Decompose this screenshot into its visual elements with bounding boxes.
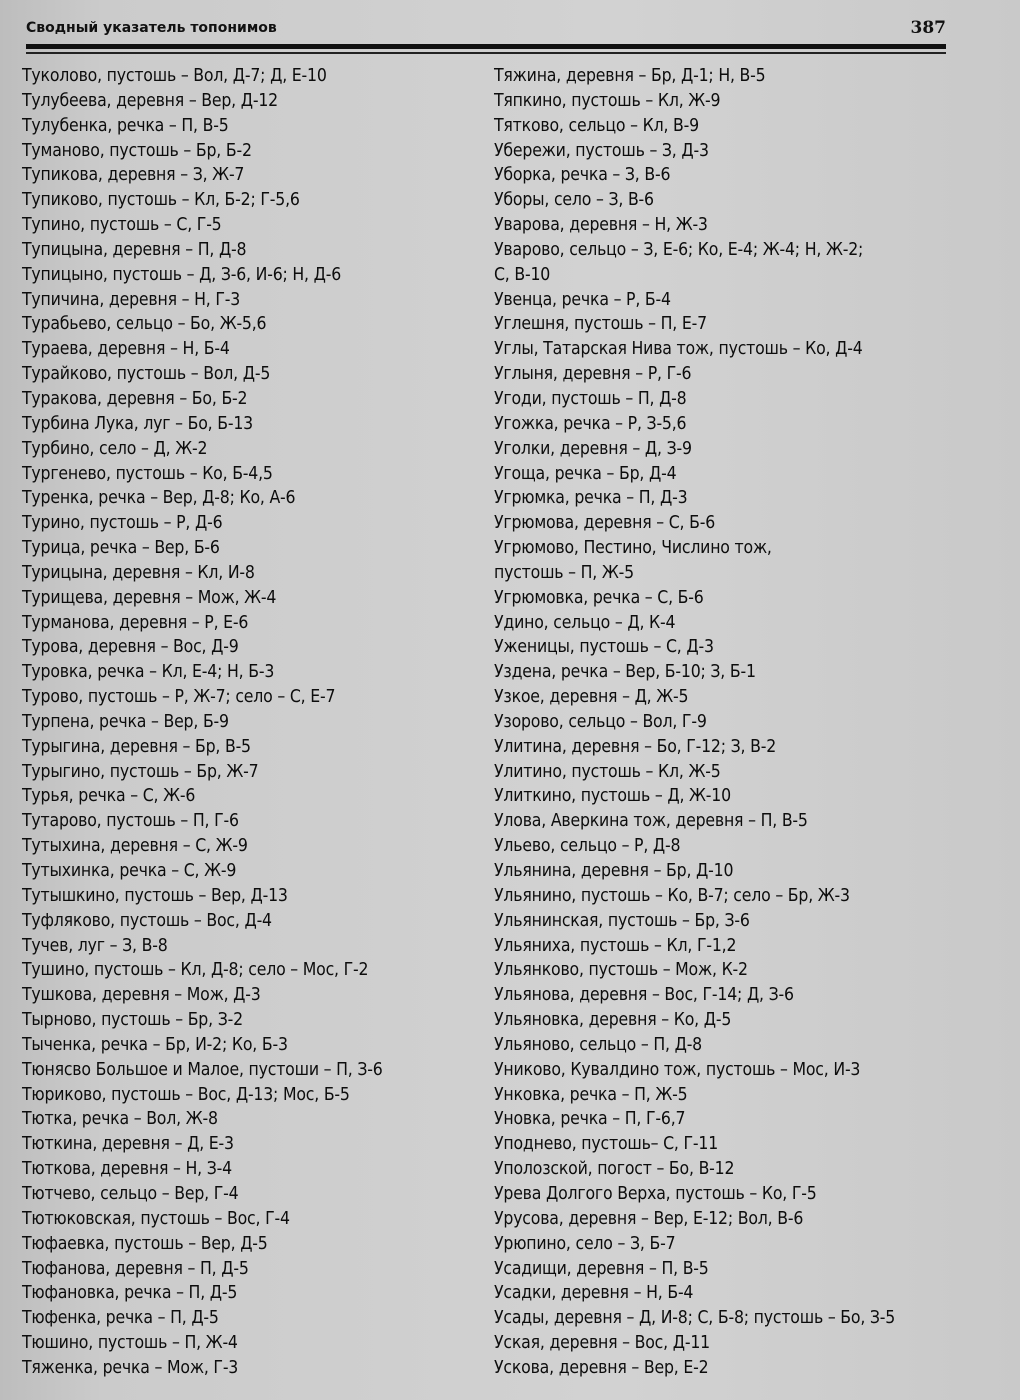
index-entry: Тупицыно, пустошь – Д, З-6, И-6; Н, Д-6 bbox=[22, 264, 342, 285]
index-entry: Турыгино, пустошь – Бр, Ж-7 bbox=[22, 761, 259, 782]
index-entry: Тутарово, пустошь – П, Г-6 bbox=[22, 811, 239, 832]
index-entry: Уварова, деревня – Н, Ж-3 bbox=[494, 215, 708, 236]
running-header bbox=[26, 18, 946, 44]
index-entry: Узкое, деревня – Д, Ж-5 bbox=[494, 687, 689, 708]
index-entry: Тятково, сельцо – Кл, В-9 bbox=[494, 115, 699, 136]
index-entry: Турицына, деревня – Кл, И-8 bbox=[22, 562, 255, 583]
index-entry: Углыня, деревня – Р, Г-6 bbox=[494, 364, 692, 385]
index-entry: Тушино, пустошь – Кл, Д-8; село – Мос, Г-2 bbox=[22, 960, 369, 981]
index-entry: Ульяниха, пустошь – Кл, Г-1,2 bbox=[494, 935, 737, 956]
header-rule-thin bbox=[26, 52, 946, 54]
index-entry: Угрюмовка, речка – С, Б-6 bbox=[494, 587, 704, 608]
index-entry: Турица, речка – Вер, Б-6 bbox=[22, 538, 220, 559]
index-entry: пустошь – П, Ж-5 bbox=[494, 562, 634, 583]
index-entry: Тулубенка, речка – П, В-5 bbox=[22, 115, 229, 136]
index-entry: Тураева, деревня – Н, Б-4 bbox=[22, 339, 230, 360]
index-entry: Улова, Аверкина тож, деревня – П, В-5 bbox=[494, 811, 808, 832]
index-entry: Улиткино, пустошь – Д, Ж-10 bbox=[494, 786, 731, 807]
index-entry: Унковка, речка – П, Ж-5 bbox=[494, 1084, 688, 1105]
index-entry: Улитина, деревня – Бо, Г-12; З, В-2 bbox=[494, 736, 777, 757]
index-entry: Угоди, пустошь – П, Д-8 bbox=[494, 388, 687, 409]
index-entry: Тургенево, пустошь – Ко, Б-4,5 bbox=[22, 463, 273, 484]
index-entry: Тутыхина, деревня – С, Ж-9 bbox=[22, 836, 248, 857]
index-entry: Туренка, речка – Вер, Д-8; Ко, А-6 bbox=[22, 488, 296, 509]
index-entry: Туколово, пустошь – Вол, Д-7; Д, Е-10 bbox=[22, 66, 327, 86]
index-entry: Ульянова, деревня – Вос, Г-14; Д, З-6 bbox=[494, 985, 794, 1006]
index-entry: Тушкова, деревня – Мож, Д-3 bbox=[22, 985, 261, 1006]
index-entry: Тупиково, пустошь – Кл, Б-2; Г-5,6 bbox=[22, 190, 300, 211]
index-entry: Ускова, деревня – Вер, Е-2 bbox=[494, 1357, 709, 1378]
index-entry: Тупичина, деревня – Н, Г-3 bbox=[22, 289, 241, 310]
index-entry: Ульево, сельцо – Р, Д-8 bbox=[494, 836, 681, 857]
index-column-right bbox=[494, 64, 954, 1381]
index-entry: Турья, речка – С, Ж-6 bbox=[22, 786, 196, 807]
index-column-left bbox=[22, 64, 482, 1381]
index-entry: Тютка, речка – Вол, Ж-8 bbox=[22, 1109, 218, 1130]
index-entry: Турово, пустошь – Р, Ж-7; село – С, Е-7 bbox=[22, 687, 336, 708]
index-entry: Тыченка, речка – Бр, И-2; Ко, Б-3 bbox=[22, 1034, 288, 1055]
index-entry: Угоща, речка – Бр, Д-4 bbox=[494, 463, 677, 484]
index-entry: Ульянина, деревня – Бр, Д-10 bbox=[494, 861, 734, 881]
index-entry: Уварово, сельцо – З, Е-6; Ко, Е-4; Ж-4; Н, Ж-2; bbox=[494, 239, 864, 260]
index-entry: Туфляково, пустошь – Вос, Д-4 bbox=[22, 910, 272, 931]
index-entry: Туровка, речка – Кл, Е-4; Н, Б-3 bbox=[22, 662, 275, 683]
index-entry: Уборы, село – З, В-6 bbox=[494, 190, 654, 211]
index-entry: Тютчево, сельцо – Вер, Г-4 bbox=[22, 1183, 239, 1204]
index-entry: Тупицына, деревня – П, Д-8 bbox=[22, 239, 247, 260]
index-entry: Усады, деревня – Д, И-8; С, Б-8; пустошь – Бо, З-5 bbox=[494, 1308, 896, 1329]
index-entry: Угрюмова, деревня – С, Б-6 bbox=[494, 513, 716, 534]
index-entry: Урусова, деревня – Вер, Е-12; Вол, В-6 bbox=[494, 1208, 804, 1229]
index-entry: Тутыхинка, речка – С, Ж-9 bbox=[22, 861, 237, 881]
index-entry: Уская, деревня – Вос, Д-11 bbox=[494, 1333, 710, 1354]
index-entry: Уздена, речка – Вер, Б-10; З, Б-1 bbox=[494, 662, 756, 683]
index-entry: Тюриково, пустошь – Вос, Д-13; Мос, Б-5 bbox=[22, 1084, 350, 1105]
index-entry: Улитино, пустошь – Кл, Ж-5 bbox=[494, 761, 721, 782]
index-entry: Турыгина, деревня – Бр, В-5 bbox=[22, 736, 251, 757]
index-entry: Туракова, деревня – Бо, Б-2 bbox=[22, 388, 248, 409]
index-entry: Углы, Татарская Нива тож, пустошь – Ко, Д-4 bbox=[494, 339, 863, 360]
index-entry: Тюнясво Большое и Малое, пустоши – П, З-6 bbox=[22, 1059, 383, 1080]
index-entry: Турбино, село – Д, Ж-2 bbox=[22, 438, 208, 459]
index-entry: Удино, сельцо – Д, К-4 bbox=[494, 612, 676, 633]
index-entry: Тюткина, деревня – Д, Е-3 bbox=[22, 1134, 234, 1155]
index-entry: Турайково, пустошь – Вол, Д-5 bbox=[22, 364, 271, 385]
index-entry: Турабьево, сельцо – Бо, Ж-5,6 bbox=[22, 314, 267, 335]
index-entry: Тюфенка, речка – П, Д-5 bbox=[22, 1308, 219, 1329]
index-entry: Турова, деревня – Вос, Д-9 bbox=[22, 637, 239, 658]
index-entry: Ульяново, сельцо – П, Д-8 bbox=[494, 1034, 702, 1055]
index-entry: Увенца, речка – Р, Б-4 bbox=[494, 289, 671, 310]
index-entry: Ульянково, пустошь – Мож, К-2 bbox=[494, 960, 748, 981]
index-entry: Угожка, речка – Р, З-5,6 bbox=[494, 413, 687, 434]
index-entry: Тупино, пустошь – С, Г-5 bbox=[22, 215, 222, 236]
index-entry: Турпена, речка – Вер, Б-9 bbox=[22, 711, 229, 732]
index-entry: Турино, пустошь – Р, Д-6 bbox=[22, 513, 223, 534]
index-entry: Тупикова, деревня – З, Ж-7 bbox=[22, 165, 245, 186]
index-entry: Уголки, деревня – Д, З-9 bbox=[494, 438, 692, 459]
index-entry: Угрюмово, Пестино, Числино тож, bbox=[494, 538, 772, 559]
index-entry: Уженицы, пустошь – С, Д-3 bbox=[494, 637, 714, 658]
index-entry: Урева Долгого Верха, пустошь – Ко, Г-5 bbox=[494, 1183, 817, 1204]
index-entry: Тюфаевка, пустошь – Вер, Д-5 bbox=[22, 1233, 268, 1254]
index-entry: Тюфановка, речка – П, Д-5 bbox=[22, 1283, 238, 1304]
index-entry: Турищева, деревня – Мож, Ж-4 bbox=[22, 587, 277, 608]
index-entry: Углешня, пустошь – П, Е-7 bbox=[494, 314, 707, 335]
header-rule-thick bbox=[26, 44, 946, 49]
index-entry: Ульяновка, деревня – Ко, Д-5 bbox=[494, 1010, 732, 1031]
page-number: 387 bbox=[910, 18, 946, 38]
index-entry: Тучев, луг – З, В-8 bbox=[22, 935, 168, 956]
index-entry: Тюфанова, деревня – П, Д-5 bbox=[22, 1258, 249, 1279]
index-entry: Ульянино, пустошь – Ко, В-7; село – Бр, Ж-3 bbox=[494, 885, 850, 906]
index-entry: Тяпкино, пустошь – Кл, Ж-9 bbox=[494, 90, 721, 111]
index-entry: Урюпино, село – З, Б-7 bbox=[494, 1233, 676, 1254]
index-entry: Туманово, пустошь – Бр, Б-2 bbox=[22, 140, 252, 161]
index-entry: Тяженка, речка – Мож, Г-3 bbox=[22, 1357, 239, 1378]
index-entry: Усадищи, деревня – П, В-5 bbox=[494, 1258, 709, 1279]
index-entry: Тюткова, деревня – Н, З-4 bbox=[22, 1159, 232, 1180]
index-entry: Турманова, деревня – Р, Е-6 bbox=[22, 612, 249, 633]
index-entry: Угрюмка, речка – П, Д-3 bbox=[494, 488, 688, 509]
index-entry: Тырново, пустошь – Бр, З-2 bbox=[22, 1010, 243, 1031]
index-entry: Узорово, сельцо – Вол, Г-9 bbox=[494, 711, 707, 732]
index-entry: Ульянинская, пустошь – Бр, З-6 bbox=[494, 910, 750, 931]
index-entry: Уновка, речка – П, Г-6,7 bbox=[494, 1109, 686, 1130]
index-entry: Уборка, речка – З, В-6 bbox=[494, 165, 671, 186]
index-entry: Тутышкино, пустошь – Вер, Д-13 bbox=[22, 885, 288, 906]
index-entry: Уподнево, пустошь– С, Г-11 bbox=[494, 1134, 719, 1155]
index-entry: Турбина Лука, луг – Бо, Б-13 bbox=[22, 413, 253, 434]
index-entry: Усадки, деревня – Н, Б-4 bbox=[494, 1283, 694, 1304]
index-entry: Тютюковская, пустошь – Вос, Г-4 bbox=[22, 1208, 290, 1229]
index-entry: Тулубеева, деревня – Вер, Д-12 bbox=[22, 90, 278, 111]
index-entry: С, В-10 bbox=[494, 264, 551, 285]
index-entry: Убережи, пустошь – З, Д-3 bbox=[494, 140, 709, 161]
header-title: Сводный указатель топонимов bbox=[26, 20, 277, 36]
index-entry: Тяжина, деревня – Бр, Д-1; Н, В-5 bbox=[494, 66, 766, 86]
index-entry: Уполозской, погост – Бо, В-12 bbox=[494, 1159, 735, 1180]
index-entry: Униково, Кувалдино тож, пустошь – Мос, И-3 bbox=[494, 1059, 861, 1080]
index-entry: Тюшино, пустошь – П, Ж-4 bbox=[22, 1333, 238, 1354]
